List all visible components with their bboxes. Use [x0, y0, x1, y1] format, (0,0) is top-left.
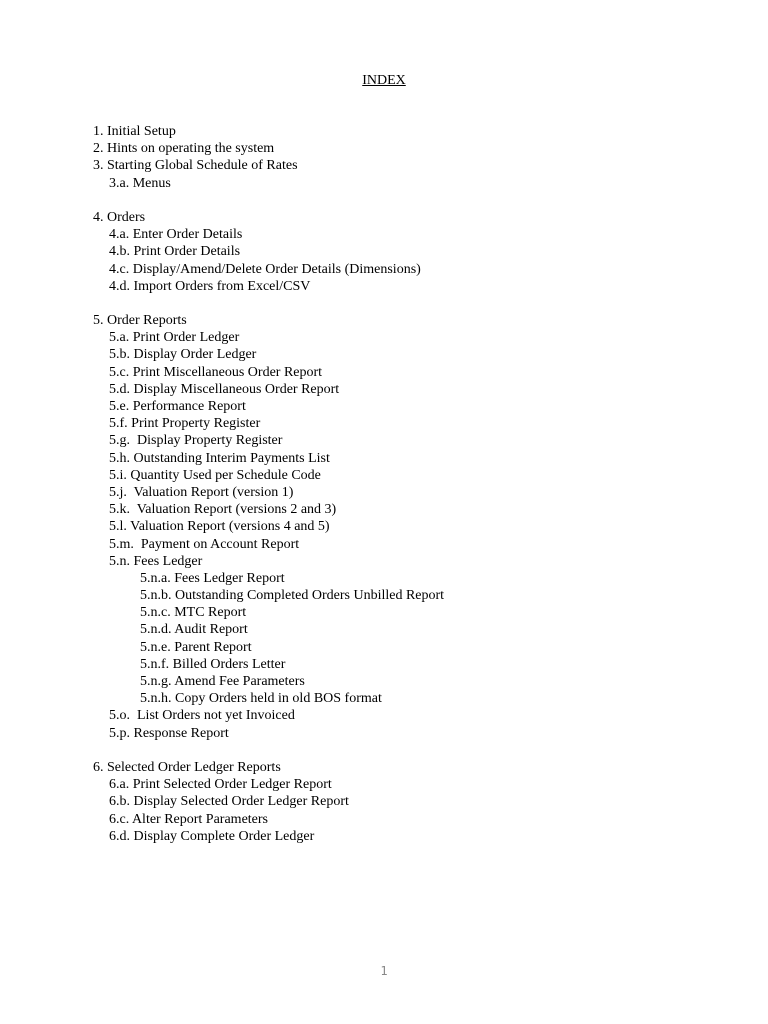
toc-entry: 5.e. Performance Report	[109, 399, 246, 414]
toc-entry: 5.n.h. Copy Orders held in old BOS format	[140, 691, 382, 707]
toc-entry: 5.n.b. Outstanding Completed Orders Unbilled Report	[140, 588, 445, 604]
table-of-contents	[93, 123, 748, 862]
toc-entry: 4.d. Import Orders from Excel/CSV	[109, 278, 311, 294]
page-number: 1	[380, 964, 388, 978]
toc-entry: 5.j. Valuation Report (version 1)	[109, 484, 294, 500]
toc-entry: 4.a. Enter Order Details	[109, 227, 243, 243]
toc-entry: 5.n.a. Fees Ledger Report	[140, 570, 285, 586]
toc-entry: 6.d. Display Complete Order Ledger	[109, 828, 315, 844]
toc-entry: 5.b. Display Order Ledger	[109, 347, 257, 363]
page-title: INDEX	[362, 73, 406, 88]
toc-entry: 5.n.e. Parent Report	[140, 639, 252, 655]
toc-entry: 4.c. Display/Amend/Delete Order Details (Dimensions)	[109, 261, 421, 277]
toc-entry: 5.h. Outstanding Interim Payments List	[109, 450, 330, 466]
toc-section	[93, 759, 748, 845]
toc-entry: 5.d. Display Miscellaneous Order Report	[109, 381, 340, 397]
toc-entry: 5.n. Fees Ledger	[109, 553, 203, 569]
toc-heading: 4. Orders	[93, 209, 146, 225]
toc-entry: 5.n.g. Amend Fee Parameters	[140, 674, 305, 689]
toc-entry: 5.o. List Orders not yet Invoiced	[109, 708, 295, 724]
toc-entry: 5.f. Print Property Register	[109, 416, 261, 432]
toc-entry: 5.k. Valuation Report (versions 2 and 3)	[109, 502, 337, 518]
toc-entry: 5.i. Quantity Used per Schedule Code	[109, 467, 321, 483]
toc-entry: 6.c. Alter Report Parameters	[109, 811, 269, 827]
toc-entry: 5.a. Print Order Ledger	[109, 330, 240, 346]
toc-heading: 6. Selected Order Ledger Reports	[93, 759, 281, 775]
toc-entry: 5.l. Valuation Report (versions 4 and 5)	[109, 519, 330, 535]
toc-section	[93, 123, 748, 192]
toc-entry: 5.c. Print Miscellaneous Order Report	[109, 364, 323, 380]
toc-entry: 3.a. Menus	[109, 175, 171, 191]
toc-entry: 5.n.c. MTC Report	[140, 605, 247, 621]
toc-heading: 5. Order Reports	[93, 313, 187, 329]
toc-entry: 5.g. Display Property Register	[109, 433, 283, 449]
toc-entry: 5.p. Response Report	[109, 725, 229, 741]
toc-entry: 6.b. Display Selected Order Ledger Report	[109, 794, 349, 810]
toc-heading: 1. Initial Setup	[93, 124, 176, 139]
toc-entry: 5.n.d. Audit Report	[140, 622, 248, 638]
toc-heading: 3. Starting Global Schedule of Rates	[93, 158, 298, 174]
toc-heading: 2. Hints on operating the system	[93, 141, 275, 157]
toc-entry: 5.n.f. Billed Orders Letter	[140, 656, 286, 672]
toc-section	[93, 209, 748, 295]
toc-entry: 4.b. Print Order Details	[109, 244, 241, 260]
toc-entry: 6.a. Print Selected Order Ledger Report	[109, 777, 332, 793]
toc-section	[93, 312, 748, 742]
toc-entry: 5.m. Payment on Account Report	[109, 536, 300, 552]
